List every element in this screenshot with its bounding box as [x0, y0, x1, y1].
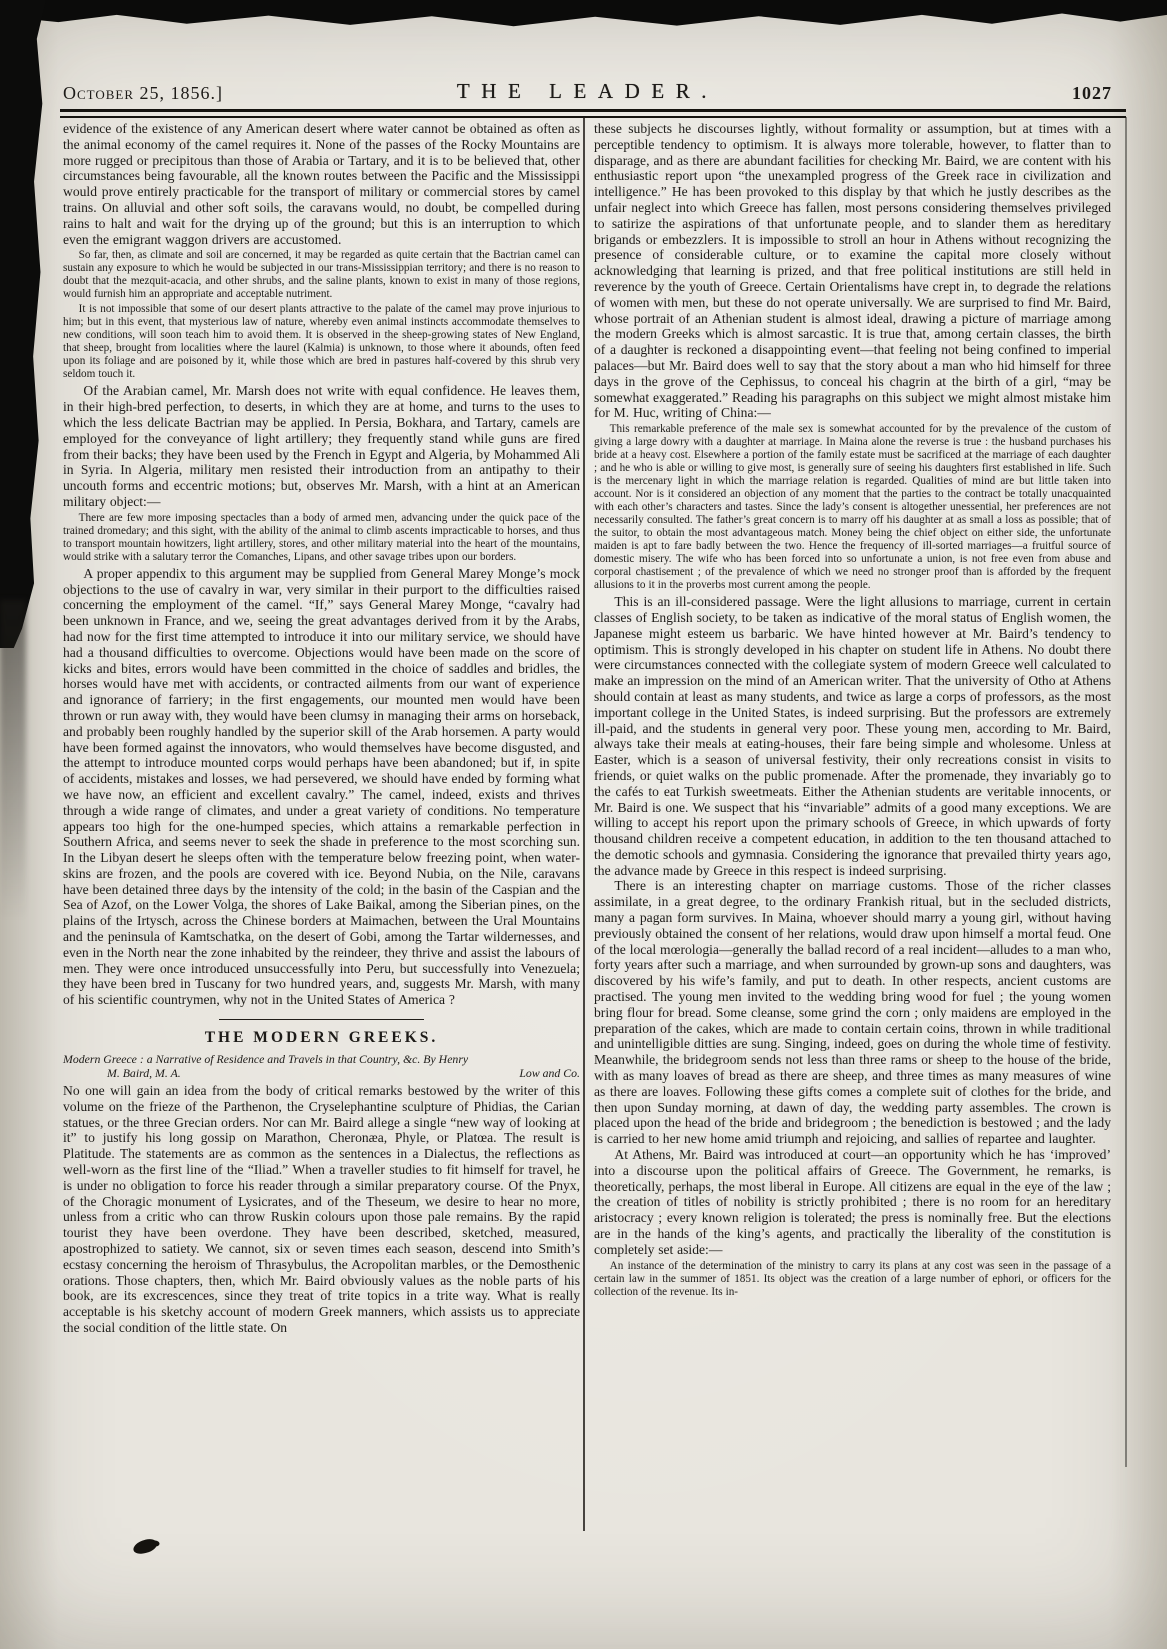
- column-divider-rule: [583, 117, 585, 1531]
- review-byline: [63, 1052, 580, 1080]
- article-paragraph: At Athens, Mr. Baird was introduced at court—an opportunity which he has ‘improved’ into a discourse upon the political affairs of Greece. The Government, he remarks, is theoretically, perhaps, the most liberal in Europe. All citizens are equal in the eye of the law ; the creation of titles of nobility is strictly prohibited ; there is no room for an hereditary aristocracy ; every known religion is tolerated; the press is nominally free. But the elections are in the hands of the king’s agents, and practically the liberality of the constitution is completely set aside:—: [594, 1147, 1111, 1257]
- scan-edge-left-fade: [0, 600, 26, 920]
- right-column: [594, 121, 1111, 1301]
- section-divider-rule: [219, 1019, 424, 1020]
- publisher: Low and Co.: [519, 1066, 580, 1081]
- article-paragraph: evidence of the existence of any American desert where water cannot be obtained as often as the animal economy of the camel requires it. None of the passes of the Rocky Mountains are more rugged or precipitous than those of Arabia or Tartary, and it is to be believed that, other circumstances being favourable, all the known routes between the Pacific and the Mississippi would prove entirely practicable for the transport of military or commercial stores by camel trains. On alluvial and other soft soils, the caravans would, no doubt, be compelled during rains to halt and wait for the drying up of the ground; but this is an interruption to which even the emigrant waggon drivers are accustomed.: [63, 121, 580, 247]
- scan-edge-left: [0, 0, 46, 648]
- article-paragraph: these subjects he discourses lightly, without formality or assumption, but at times with a perceptible tendency to optimism. It is always more tolerable, however, to flatter than to disparage, and as there are abundant facilities for checking Mr. Baird, we are content with his enthusiastic report upon “the unexampled progress of the Greek race in civilization and intelligence.” He has been provoked to this display by that which he justly describes as the unfair neglect into which Greece has fallen, most persons considering themselves privileged to satirize the aspirations of that unfortunate people, and to slander them as hereditary brigands or embezzlers. It is impossible to stroll an hour in Athens without recognizing the presence of considerable culture, or to examine the capital more closely without acknowledging that learning is prized, and that free political institutions are still held in reverence by the youth of Greece. Certain Orientalisms have crept in, to degrade the relations of women with men, but these do not operate universally. We are surprised to find Mr. Baird, whose portrait of an Athenian student is almost ideal, drawing a picture of marriage among the modern Greeks which is almost sarcastic. It is true that, among certain classes, the birth of a daughter is reckoned a disappointing event—that feeling not being confined to imperial palaces—but Mr. Baird does well to say that the story about a man who hid himself for three days in the grove of the Cephissus, to conceal his chagrin at the birth of a girl, “may be somewhat exaggerated.” Reading his paragraphs on this subject we might almost mistake him for M. Huc, writing of China:—: [594, 121, 1111, 421]
- scan-edge-top: [0, 0, 1167, 27]
- byline-line1: Modern Greece : a Narrative of Residence and Travels in that Country, &c. By Henry: [63, 1052, 469, 1067]
- quoted-extract: An instance of the determination of the ministry to carry its plans at any cost was seen in the passage of a certain law in the summer of 1851. Its object was the creation of a large number of ephori, or officers for the collection of the revenue. Its in-: [594, 1259, 1111, 1298]
- article-paragraph: This is an ill-considered passage. Were the light allusions to marriage, current in certain classes of English society, to be taken as indicative of the moral status of English women, the Japanese might esteem us barbaric. We have hinted however at Mr. Baird’s tendency to optimism. This is strongly developed in his chapter on student life in Athens. No doubt there were circumstances connected with the collegiate system of modern Greece well calculated to make an impression on the mind of an American writer. That the university of Otho at Athens should contain at least as many students, and twice as large a corps of professors, as the most important college in the United States, is indeed surprising. But the professors are extremely ill-paid, and the students in general very poor. These young men, according to Mr. Baird, always take their meals at eating-houses, their fare being simple and wholesome. Unless at Easter, which is a season of universal festivity, their only recreations consist in visits to friends, or quiet walks on the public promenade. After the promenade, they invariably go to the cafés to eat Turkish sweetmeats. Either the Athenian students are veritable innocents, or Mr. Baird is one. We suspect that his “invariable” admits of a good many exceptions. We are willing to accept his report upon the primary schools of Greece, in which upwards of forty thousand children receive a competent education, in addition to the ten thousand attached to the demotic schools and gymnasia. Considering the ignorance that prevailed thirty years ago, the advance made by Greece in this respect is indeed surprising.: [594, 594, 1111, 878]
- byline-author: M. Baird, M. A.: [107, 1066, 181, 1081]
- right-edge-rule: [1125, 117, 1127, 1467]
- page-number: 1027: [1072, 83, 1112, 103]
- masthead: [63, 72, 1112, 106]
- quoted-extract: This remarkable preference of the male sex is somewhat accounted for by the prevalence of the custom of giving a large dowry with a daughter at marriage. In Maina alone the reverse is true : the husband purchases his bride at a heavy cost. Elsewhere a portion of the family estate must be sacrificed at the marriage of each daughter ; and he who is able or willing to give most, is generally sure of seeing his daughters first established in life. Such is the mercenary light in which the marriage relation is regarded. Qualities of mind are but little taken into account. Nor is it considered an objection of any moment that the parties to the contract be totally unacquainted with each other’s characters and tastes. Since the lady’s consent is altogether unessential, her preferences are not necessarily consulted. The father’s great concern is to marry off his daughter at as small a loss as possible; that of the suitor, to obtain the most advantageous match. Money being the chief object on either side, the unfortunate maiden is apt to fare badly between the two. Hence the frequency of ill-sorted marriages—a fruitful source of domestic misery. The wife who has been forced into so unfortunate a union, is not free even from abuse and corporal chastisement ; of the prevalence of which we need no stronger proof than is afforded by the frequent allusions to it in the proverbs most current among the people.: [594, 423, 1111, 592]
- masthead-double-rule: [60, 109, 1126, 118]
- issue-date: October 25, 1856.]: [63, 83, 224, 103]
- article-paragraph: No one will gain an idea from the body of critical remarks bestowed by the writer of this volume on the frieze of the Parthenon, the Cryselephantine sculpture of Phidias, the Carian statues, or the three Grecian orders. Nor can Mr. Baird allege a single “new way of looking at it” to justify his long gossip on Marathon, Cheronæa, Phyle, or Platœa. The result is Platitude. The statements are as common as the sentences in a Dialectus, the reflections as well-worn as the first line of the “Iliad.” When a traveller studies to fit himself for travel, he is under no obligation to force his reader through a similar preparatory course. Of the Pnyx, of the Choragic monument of Lysicrates, and of the Theseum, we desire to hear no more, unless from a critic who can throw Ruskin colours upon those pale remains. By the rapid tourist they have been overdone. They have been described, sketched, measured, apostrophized to satiety. We cannot, six or seven times each season, descend into Smith’s ecstasy concerning the heroism of Thrasybulus, the Acropolitan marbles, or the Demosthenic orations. Those chapters, then, which Mr. Baird obviously values as the noble parts of his book, are its excrescences, since they treat of trite topics in a trite way. What is really acceptable is his sketchy account of modern Greek manners, which assists us to appreciate the social condition of the little state. On: [63, 1083, 580, 1336]
- article-paragraph: There is an interesting chapter on marriage customs. Those of the richer classes assimilate, in a great degree, to the ordinary Frankish ritual, but in the secluded districts, many a pagan form survives. In Maina, whoever should marry a young girl, without having previously obtained the consent of her relations, would draw upon himself a mortal feud. One of the local mœrologia—generally the ballad record of a real incident—alludes to a man who, forty years after such a marriage, and when surrounded by grown-up sons and daughters, was discovered by his wife’s family, and put to death. In other respects, ancient customs are practised. The young men invited to the wedding bring wood for fuel ; the young women bring flour for bread. Some cleanse, some grind the corn ; only maidens are employed in the preparation of the cakes, which are made to contain certain coins, thrown in while traditional and unintelligible ditties are sung. Singing, indeed, goes on during the whole time of festivity. Meanwhile, the bridegroom sends not less than three rams or sheep to the house of the bride, with as many loaves of bread as there are sheep, and three times as many measures of wine as there are loaves. Following these gifts comes a complete suit of clothes for the bride, and then upon Sunday morning, at dawn of day, the wedding party assembles. The crown is placed upon the head of the bride and bridegroom ; the benediction is bestowed ; and the lady is carried to her new home amid triumph and rejoicing, and sallies of repartee and laughter.: [594, 878, 1111, 1147]
- left-column: [63, 121, 580, 1336]
- quoted-extract: There are few more imposing spectacles than a body of armed men, advancing under the quick pace of the trained dromedary; and this sight, with the ability of the animal to climb ascents impracticable to horses, and thus to transport mountain howitzers, light artillery, stores, and other military material into the heart of the mountains, would strike with a salutary terror the Comanches, Lipans, and other savage tribes upon our borders.: [63, 511, 580, 563]
- article-paragraph: Of the Arabian camel, Mr. Marsh does not write with equal confidence. He leaves them, in their high-bred perfection, to deserts, in which they are at home, and turns to the uses to which the less delicate Bactrian may be applied. In Persia, Bokhara, and Tartary, camels are employed for the conveyance of light artillery; they frequently stand while guns are fired from their backs; they have been used by the French in Egypt and Algeria, by Mohammed Ali in Syria. In Algeria, military men resisted their introduction from an antipathy to their uncouth forms and eccentric motions; but, observes Mr. Marsh, with a hint at an American military object:—: [63, 383, 580, 509]
- article-paragraph: A proper appendix to this argument may be supplied from General Marey Monge’s mock objections to the use of cavalry in war, very similar in their purport to the difficulties raised concerning the employment of the camel. “If,” says General Marey Monge, “cavalry had been unknown in France, and we, seeing the great advantages derived from it by the Arabs, had now for the first time attempted to introduce it into our military service, we should have had a thousand difficulties to overcome. Objections would have been made on the score of kicks and bites, errors would have been committed in the choice of saddles and bridles, the horses would have met with accidents, or contracted ailments from our want of experience and ignorance of farriery; in the first engagements, our mounted men would have been thrown or run away with, they would have been clumsy in managing their arms on horseback, and probably been roughly handled by the superior skill of the Arab horsemen. A party would have been formed against the innovators, who would themselves have become disgusted, and the attempt to introduce mounted corps would perhaps have been abandoned; but if, in spite of accidents, mistakes and losses, we had persevered, we should have ended by forming what we have now, an efficient and excellent cavalry.” The camel, indeed, exists and thrives through a wide range of climates, and under a great variety of conditions. No temperature appears too high for the one-humped species, which attains a remarkable perfection in Southern Africa, and seems never to seek the shade in preference to the most scorching sun. In the Libyan desert he sleeps often with the temperature below freezing point, when water-skins are frozen, and the pools are covered with ice. Beyond Nubia, on the Nile, caravans have been detained three days by the intensity of the cold; in the basin of the Caspian and the Sea of Azof, on the Lower Volga, the shores of Lake Baikal, among the Siberian pines, on the plains of the Irtysch, across the Chinese borders at Maimachen, between the Ural Mountains and the peninsula of Kamtschatka, on the desert of Gobi, among the Tartar wildernesses, and even in the North near the zone inhabited by the reindeer, they thrive and assist the labours of men. They were once introduced unsuccessfully into Peru, but successfully into Venezuela; they have been bred in Tuscany for two hundred years, and, suggests Mr. Marsh, with many of his scientific countrymen, why not in the United States of America ?: [63, 565, 580, 1008]
- paper-title: THE LEADER.: [456, 79, 719, 103]
- byline-line2: [63, 1066, 580, 1080]
- quoted-extract: It is not impossible that some of our desert plants attractive to the palate of the camel may prove injurious to him; but in this event, that mysterious law of nature, whereby even animal instincts accommodate themselves to new conditions, will soon teach him to avoid them. It is observed in the sheep-growing states of New England, that sheep, brought from localities where the laurel (Kalmia) is unknown, to those where it abounds, often feed upon its foliage and are poisoned by it, while those which are bred in pastures half-covered by this shrub very seldom touch it.: [63, 303, 580, 381]
- review-heading: THE MODERN GREEKS.: [204, 1029, 439, 1047]
- ink-blob: [132, 1537, 158, 1555]
- quoted-extract: So far, then, as climate and soil are concerned, it may be regarded as quite certain that the Bactrian camel can sustain any exposure to which he would be subjected in our trans-Mississippian territory; and there is no reason to doubt that the mezquit-acacia, and other shrubs, and the saline plants, known to exist in many of those regions, would furnish him an appropriate and acceptable nutriment.: [63, 249, 580, 301]
